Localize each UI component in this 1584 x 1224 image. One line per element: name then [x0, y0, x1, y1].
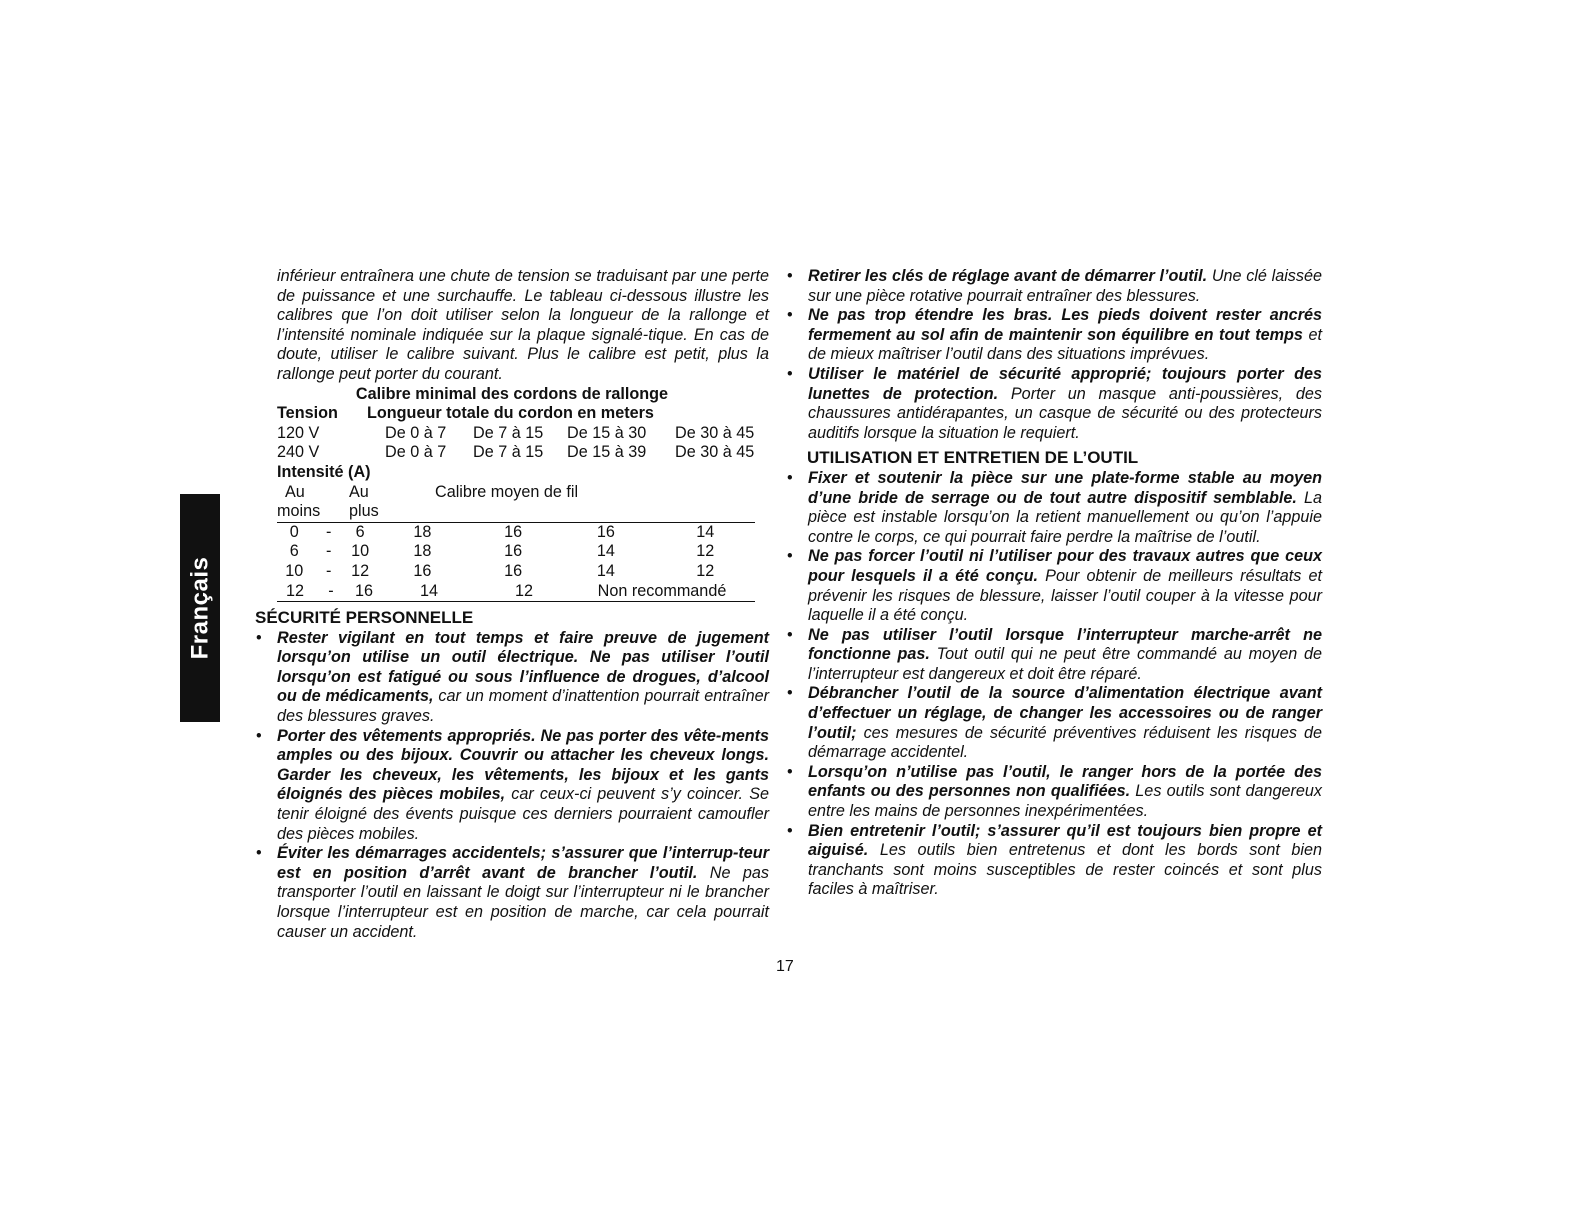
bullet-detail-text: ces mesures de sécurité préventives réduisent les risques de démarrage accidentel.	[808, 723, 1322, 762]
bullet-bold-text: Utiliser le matériel de sécurité approprié; toujours porter des lunettes de protection.	[808, 364, 1322, 403]
personal-safety-list-continued	[787, 267, 1322, 443]
bullet-dot: •	[787, 306, 793, 325]
bullet-detail-text: Porter un masque anti-poussières, des chaussures antidérapantes, un casque de sécurité ou des protecteurs auditifs lorsque la situation le requiert.	[808, 384, 1322, 442]
table-row	[277, 523, 755, 543]
gauge-cell: 16	[504, 522, 523, 541]
gauge-cell: 16	[504, 542, 523, 561]
table-title: Calibre minimal des cordons de rallonge	[355, 384, 669, 403]
gauge-cell: 14	[696, 522, 715, 541]
max-amp-cell: 6	[355, 522, 365, 541]
length-cell: De 30 à 45	[675, 443, 755, 462]
bullet-dot: •	[787, 364, 793, 383]
list-item	[787, 364, 1322, 443]
bullet-bold-text: Débrancher l’outil de la source d’alimentation électrique avant d’effectuer un réglage, de changer les accessoires ou de ranger l’outil;	[808, 684, 1322, 742]
voltage-cell: 240 V	[277, 443, 320, 462]
bullet-bold-text: Ne pas forcer l’outil ni l’utiliser pour des travaux autres que ceux pour lesquels il a été conçu.	[808, 547, 1322, 585]
bullet-bold-text: Porter des vêtements appropriés. Ne pas porter des vête-ments amples ou des bijoux. Couvrir ou attacher les cheveux longs. Garder les cheveux, les vêtements, les bijoux et les gants éloignés des pièces mobiles,	[277, 726, 769, 804]
bullet-bold-text: Ne pas utiliser l’outil lorsque l’interrupteur marche-arrêt ne fonctionne pas.	[808, 625, 1322, 664]
range-dash: -	[325, 542, 332, 561]
gauge-cell: 12	[514, 581, 533, 600]
bullet-dot: •	[787, 625, 793, 644]
tension-label: Tension	[277, 404, 338, 423]
au-moins-label-1: Au	[285, 482, 305, 501]
not-recommended-cell: Non recommandé	[597, 581, 727, 600]
list-item	[787, 625, 1322, 685]
bullet-dot: •	[787, 821, 793, 840]
bullet-bold-text: Retirer les clés de réglage avant de démarrer l’outil.	[808, 267, 1208, 285]
bullet-dot: •	[256, 628, 262, 647]
bullet-detail-text: Les outils sont dangereux entre les mains de personnes inexpérimentées.	[808, 782, 1322, 821]
max-amp-cell: 12	[351, 561, 370, 580]
gauge-cell: 16	[413, 561, 432, 580]
voltage-cell: 120 V	[277, 423, 320, 442]
tool-use-list	[787, 468, 1322, 900]
length-cell: De 15 à 39	[567, 443, 647, 462]
left-column	[255, 267, 769, 942]
gauge-cell: 12	[696, 561, 715, 580]
list-item	[787, 306, 1322, 365]
bullet-dot: •	[787, 267, 793, 285]
language-label: Français	[186, 556, 213, 660]
bullet-detail-text: La pièce est instable lorsqu’on la retient manuellement ou qu’on l’appuie contre le corps, ce qui pourrait faire perdre la maîtrise de l’outil.	[808, 488, 1322, 546]
bullet-bold-text: Bien entretenir l’outil; s’assurer qu’il est toujours bien propre et aiguisé.	[808, 821, 1322, 860]
bullet-detail-text: Les outils bien entretenus et dont les bords sont bien tranchants sont moins susceptibles de rester coincés et sont plus faciles à maîtriser.	[808, 841, 1322, 899]
length-cell: De 7 à 15	[473, 443, 544, 462]
min-amp-cell: 12	[285, 581, 304, 600]
list-item	[256, 628, 769, 727]
au-moins-label-2: moins	[277, 502, 321, 521]
bullet-detail-text: Ne pas transporter l’outil en laissant le doigt sur l’interrupteur ni le brancher lorsque l’interrupteur est en position de marche, car cela pourrait causer un accident.	[277, 863, 769, 941]
list-item	[787, 547, 1322, 625]
bullet-dot: •	[787, 762, 793, 781]
length-cell: De 7 à 15	[473, 423, 544, 442]
language-side-tab	[180, 494, 220, 722]
right-column	[787, 267, 1322, 900]
gauge-cell: 18	[413, 522, 432, 541]
min-amp-cell: 10	[285, 561, 304, 580]
table-row	[277, 582, 755, 602]
bullet-detail-text: et de mieux maîtriser l’outil dans des situations imprévues.	[808, 325, 1322, 364]
range-dash: -	[328, 581, 334, 600]
intensity-label-row	[277, 463, 769, 483]
bullet-dot: •	[787, 468, 793, 487]
bullet-bold-text: Lorsqu’on n’utilise pas l’outil, le ranger hors de la portée des enfants ou des personnes non qualifiées.	[808, 762, 1322, 801]
max-amp-cell: 16	[354, 581, 373, 600]
bullet-dot: •	[256, 726, 262, 745]
section-heading-tool-use: UTILISATION ET ENTRETIEN DE L’OUTIL	[807, 448, 1139, 468]
section-heading-personal-safety: SÉCURITÉ PERSONNELLE	[255, 608, 474, 628]
list-item	[787, 468, 1322, 547]
intro-paragraph: inférieur entraînera une chute de tension se traduisant par une perte de puissance et une surchauffe. Le tableau ci-dessous illustre les calibres que l’on doit utiliser selon la longueur de la rallonge et l’intensité nominale indiquée sur la plaque signalé-tique. En cas de doute, utiliser le calibre suivant. Plus le calibre est petit, plus la rallonge peut porter du courant.	[277, 267, 769, 383]
list-item	[787, 821, 1322, 900]
gauge-cell: 14	[596, 561, 615, 580]
min-amp-cell: 6	[289, 542, 299, 561]
personal-safety-list	[256, 628, 769, 943]
intensity-label: Intensité (A)	[277, 462, 371, 481]
gauge-label: Calibre moyen de fil	[435, 482, 579, 501]
bullet-detail-text: Pour obtenir de meilleurs résultats et prévenir les risques de blessure, laisser l’outil couper à la vitesse pour laquelle il a été conçu.	[808, 566, 1322, 625]
gauge-cell: 14	[596, 542, 615, 561]
gauge-cell: 12	[696, 542, 715, 561]
bullet-dot: •	[787, 547, 793, 566]
bullet-detail-text: car un moment d’inattention pourrait entraîner des blessures graves.	[277, 687, 769, 726]
bullet-detail-text: Une clé laissée sur une pièce rotative pourrait entraîner des blessures.	[808, 267, 1322, 305]
list-item	[787, 684, 1322, 762]
bullet-detail-text: Tout outil qui ne peut être commandé au moyen de l’interrupteur est dangereux et doit être réparé.	[808, 645, 1322, 683]
max-amp-cell: 10	[351, 542, 370, 561]
bullet-dot: •	[787, 684, 793, 703]
list-item	[256, 844, 769, 942]
gauge-cell: 18	[413, 542, 432, 561]
length-cell: De 0 à 7	[385, 423, 447, 442]
range-dash: -	[325, 522, 332, 541]
gauge-cell: 16	[504, 561, 523, 580]
bullet-bold-text: Fixer et soutenir la pièce sur une plate-forme stable au moyen d’une bride de serrage ou de tout autre dispositif semblable.	[808, 468, 1322, 507]
gauge-cell: 14	[419, 581, 438, 600]
extension-cord-table	[277, 385, 769, 603]
list-item	[787, 762, 1322, 822]
list-item	[787, 267, 1322, 306]
au-plus-label-2: plus	[349, 502, 379, 521]
intensity-subheader-row	[277, 483, 769, 503]
length-cell: De 15 à 30	[567, 423, 647, 442]
list-item	[256, 726, 769, 845]
table-row	[277, 562, 755, 582]
length-cell: De 0 à 7	[385, 443, 447, 462]
gauge-cell: 16	[596, 522, 615, 541]
length-cell: De 30 à 45	[675, 423, 755, 442]
min-amp-cell: 0	[289, 522, 299, 541]
bullet-bold-text: Rester vigilant en tout temps et faire preuve de jugement lorsqu’on utilise un outil électrique. Ne pas utiliser l’outil lorsqu’on est fatigué ou sous l’influence de drogues, d’alcool ou de médicaments,	[277, 628, 769, 706]
voltage-row	[277, 443, 769, 463]
voltage-row	[277, 424, 769, 444]
bullet-dot: •	[256, 844, 262, 863]
range-dash: -	[325, 561, 332, 580]
intensity-subheader-row-2	[277, 502, 755, 523]
au-plus-label-1: Au	[349, 482, 369, 501]
table-header-row	[277, 404, 769, 424]
length-label: Longueur totale du cordon en meters	[367, 404, 654, 423]
bullet-detail-text: car ceux-ci peuvent s’y coincer. Se tenir éloigné des évents puisque ces derniers pourraient camoufler des pièces mobiles.	[277, 785, 769, 843]
table-row	[277, 542, 755, 562]
bullet-bold-text: Éviter les démarrages accidentels; s’assurer que l’interrup-teur est en position d’arrêt avant de brancher l’outil.	[277, 844, 769, 882]
bullet-bold-text: Ne pas trop étendre les bras. Les pieds doivent rester ancrés fermement au sol afin de maintenir son équilibre en tout temps	[808, 306, 1322, 344]
page-number: 17	[776, 958, 794, 975]
